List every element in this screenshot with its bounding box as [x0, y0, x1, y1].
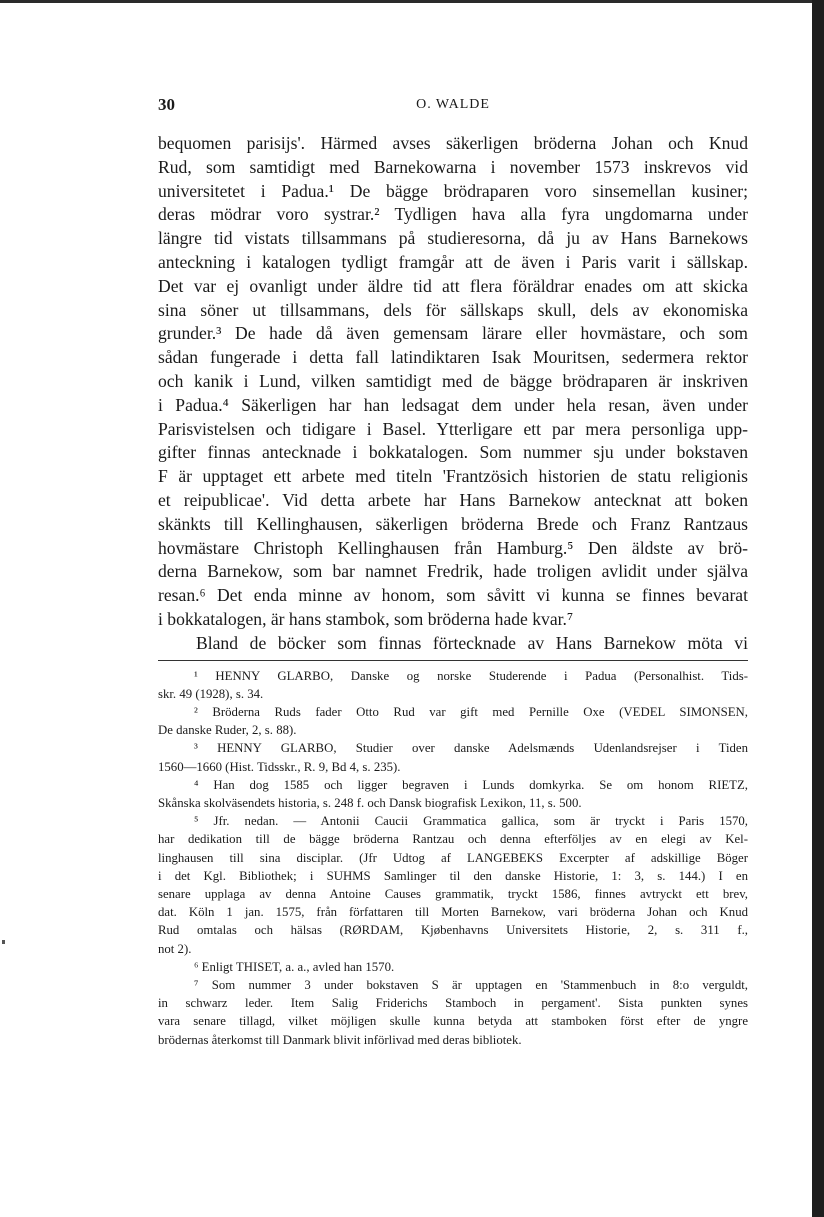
footnote-7-line: brödernas återkomst till Danmark blivit införlivad med deras bibliotek. — [158, 1032, 522, 1047]
page-header — [158, 92, 748, 118]
body-line: universitetet i Padua.¹ De bägge brödraparen voro sinsemellan kusiner; — [158, 180, 748, 201]
footnote-rule — [158, 660, 748, 661]
footnote-7-line: in schwarz leder. Item Salig Friderichs Stamboch in pergament'. Sista punkten synes — [158, 996, 748, 1011]
body-line: Rud, som samtidigt med Barnekowarna i november 1573 inskrevos vid — [158, 156, 748, 177]
body-line: et reipublicae'. Vid detta arbete har Hans Barnekow antecknat att boken — [158, 489, 748, 510]
running-head: O. WALDE — [416, 97, 490, 112]
body-line: sådan fungerade i detta fall latindiktaren Isak Mouritsen, sedermera rektor — [158, 347, 748, 368]
book-page — [158, 92, 748, 1049]
body-line: skänkts till Kellinghausen, säkerligen bröderna Brede och Franz Rantzaus — [158, 513, 748, 534]
footnote-2-line: De danske Ruder, 2, s. 88). — [158, 723, 297, 738]
footnote-5-line: senare upplaga av denna Antoine Causes grammatik, tryckt 1586, finnes avtryckt ett brev, — [158, 886, 748, 901]
footnote-4-line: ⁴ Han dog 1585 och ligger begraven i Lunds domkyrka. Se om honom RIETZ, — [194, 777, 748, 792]
footnotes — [158, 667, 748, 1049]
footnote-7-line: vara senare tillagd, vilket möjligen skulle kunna betyda att stamboken först efter de yngre — [158, 1014, 748, 1029]
footnote-5-line: i det Kgl. Bibliothek; i SUHMS Samlinger til den danske Historie, 1: 3, s. 144.) I en — [158, 868, 748, 883]
footnote-6-line: ⁶ Enligt THISET, a. a., avled han 1570. — [194, 959, 395, 974]
body-text — [158, 132, 748, 656]
footnote-2-line: ² Bröderna Ruds fader Otto Rud var gift med Pernille Oxe (VEDEL SIMONSEN, — [194, 704, 748, 719]
body-line: grunder.³ De hade då även gemensam lärare eller hovmästare, och som — [158, 323, 748, 344]
scan-edge-right — [812, 0, 824, 1217]
body-line: Parisvistelsen och tidigare i Basel. Ytterligare ett par mera personliga upp- — [158, 418, 748, 439]
body-line: i bokkatalogen, är hans stambok, som bröderna hade kvar.⁷ — [158, 608, 574, 629]
footnote-3-line: ³ HENNY GLARBO, Studier over danske Adelsmænds Udenlandsrejser i Tiden — [194, 741, 748, 756]
body-line: hovmästare Christoph Kellinghausen från Hamburg.⁵ Den äldste av brö- — [158, 537, 748, 558]
body-line: gifter finnas antecknade i bokkatalogen. Som nummer sju under bokstaven — [158, 442, 748, 463]
footnote-3-line: 1560—1660 (Hist. Tidsskr., R. 9, Bd 4, s. 235). — [158, 759, 401, 774]
footnote-7-line: ⁷ Som nummer 3 under bokstaven S är upptagen en 'Stammenbuch in 8:o verguldt, — [194, 977, 748, 992]
page-number: 30 — [158, 95, 175, 114]
footnote-5-line: ⁵ Jfr. nedan. — Antonii Caucii Grammatica gallica, som är tryckt i Paris 1570, — [194, 814, 748, 829]
footnote-4-line: Skånska skolväsendets historia, s. 248 f. och Dansk biografisk Lexikon, 11, s. 500. — [158, 795, 582, 810]
body-line: i Padua.⁴ Säkerligen har han ledsagat dem under hela resan, även under — [158, 394, 748, 415]
body-line: F är upptaget ett arbete med titeln 'Frantzösich historien de statu religionis — [158, 466, 748, 487]
scan-edge-top — [0, 0, 824, 3]
body-line: derna Barnekow, som bar namnet Fredrik, hade troligen avlidit under själva — [158, 561, 748, 582]
body-line: resan.⁶ Det enda minne av honom, som såvitt vi kunna se finnes bevarat — [158, 585, 748, 606]
body-line-paragraph-start: Bland de böcker som finnas förtecknade av Hans Barnekow möta vi — [196, 632, 748, 653]
body-line: bequomen parisijs'. Härmed avses säkerligen bröderna Johan och Knud — [158, 133, 748, 153]
footnote-5-line: har dedikation till de bägge bröderna Rantzau och denna efterföljes av en elegi av Kel- — [158, 832, 748, 847]
footnote-5-line: dat. Köln 1 jan. 1575, från författaren till Morten Barnekow, vari bröderna Johan och Knud — [158, 905, 748, 920]
body-line: deras mödrar voro systrar.² Tydligen hava alla fyra ungdomarna under — [158, 204, 748, 225]
footnote-5-line: linghausen till sina disciplar. (Jfr Udtog af LANGEBEKS Excerpter af adskillige Böger — [158, 850, 748, 865]
footnote-1-line: skr. 49 (1928), s. 34. — [158, 686, 264, 701]
body-line: och kanik i Lund, vilken samtidigt med de bägge brödraparen är inskriven — [158, 370, 748, 391]
footnote-1-line: ¹ HENNY GLARBO, Danske og norske Studerende i Padua (Personalhist. Tids- — [194, 668, 748, 683]
scan-speck — [2, 940, 5, 944]
body-line: längre tid vistats tillsammans på studieresorna, då ju av Hans Barnekows — [158, 228, 748, 249]
body-line: Det var ej ovanligt under äldre tid att flera föräldrar enades om att skicka — [158, 275, 748, 296]
body-line: anteckning i katalogen tydligt framgår att de även i Paris varit i sällskap. — [158, 251, 748, 272]
footnote-5-line: not 2). — [158, 941, 192, 956]
footnote-5-line: Rud omtalas och hälsas (RØRDAM, Kjøbenhavns Universitets Historie, 2, s. 311 f., — [158, 923, 748, 938]
body-line: sina söner ut tillsammans, dels för sällskaps skull, dels av ekonomiska — [158, 299, 748, 320]
